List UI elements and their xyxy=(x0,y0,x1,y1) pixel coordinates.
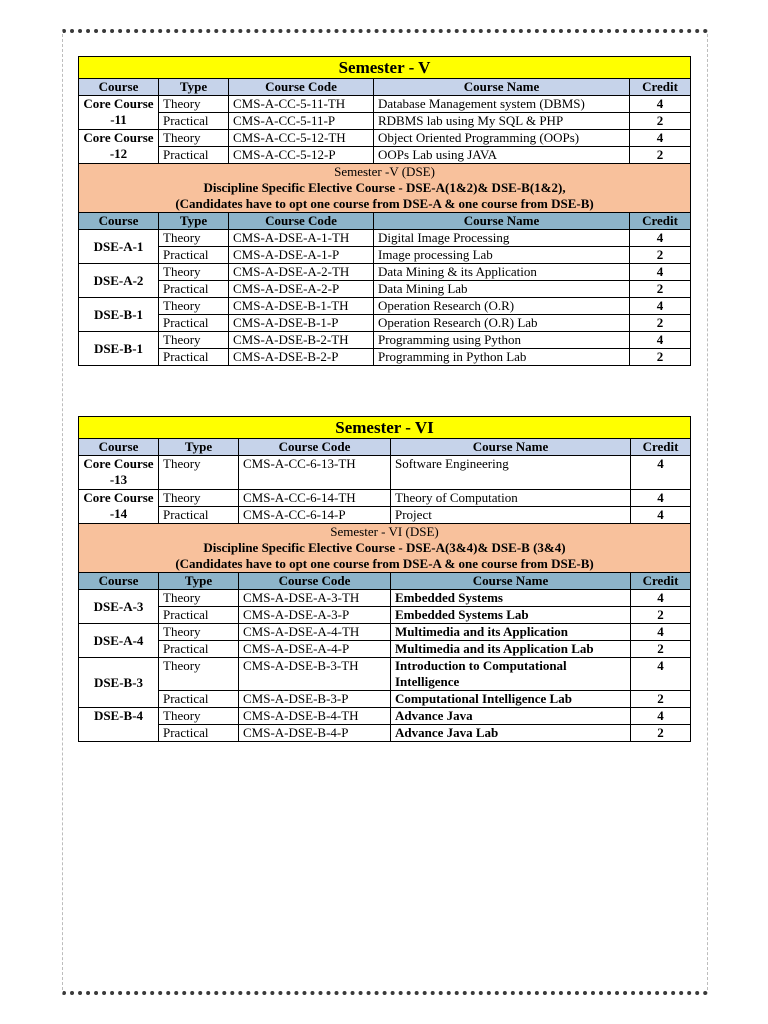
header-type: Type xyxy=(159,79,229,96)
credit-cell: 4 xyxy=(630,130,691,147)
header-type: Type xyxy=(159,573,239,590)
type-cell: Theory xyxy=(159,230,229,247)
table-row xyxy=(79,298,691,315)
name-cell: Multimedia and its Application xyxy=(391,624,631,641)
table-row xyxy=(79,147,691,164)
type-cell: Theory xyxy=(159,130,229,147)
credit-cell: 2 xyxy=(631,725,691,742)
credit-cell: 4 xyxy=(630,298,691,315)
course-cell: DSE-A-1 xyxy=(79,230,159,264)
course-cell: DSE-A-3 xyxy=(79,590,159,624)
course-cell: DSE-B-1 xyxy=(79,298,159,332)
name-cell: Software Engineering xyxy=(391,456,631,490)
table-row xyxy=(79,332,691,349)
name-cell: Object Oriented Programming (OOPs) xyxy=(374,130,630,147)
credit-cell: 2 xyxy=(630,147,691,164)
code-cell: CMS-A-CC-5-11-TH xyxy=(229,96,374,113)
type-cell: Theory xyxy=(159,490,239,507)
table-row xyxy=(79,658,691,691)
code-cell: CMS-A-CC-6-14-P xyxy=(239,507,391,524)
name-cell: Programming using Python xyxy=(374,332,630,349)
header-credit: Credit xyxy=(631,439,691,456)
name-cell: Operation Research (O.R) xyxy=(374,298,630,315)
type-cell: Practical xyxy=(159,641,239,658)
name-cell: Database Management system (DBMS) xyxy=(374,96,630,113)
type-cell: Practical xyxy=(159,147,229,164)
header-course-code: Course Code xyxy=(239,439,391,456)
credit-cell: 4 xyxy=(630,264,691,281)
credit-cell: 4 xyxy=(630,96,691,113)
type-cell: Theory xyxy=(159,96,229,113)
header-credit: Credit xyxy=(630,79,691,96)
credit-cell: 4 xyxy=(631,456,691,490)
header-course-name: Course Name xyxy=(391,439,631,456)
table-row xyxy=(79,725,691,742)
code-cell: CMS-A-DSE-B-3-TH xyxy=(239,658,391,691)
code-cell: CMS-A-DSE-B-4-TH xyxy=(239,708,391,725)
name-cell: Data Mining Lab xyxy=(374,281,630,298)
course-cell: DSE-A-2 xyxy=(79,264,159,298)
type-cell: Theory xyxy=(159,264,229,281)
name-cell: Data Mining & its Application xyxy=(374,264,630,281)
table-row xyxy=(79,230,691,247)
header-course: Course xyxy=(79,79,159,96)
code-cell: CMS-A-CC-6-13-TH xyxy=(239,456,391,490)
table-row xyxy=(79,490,691,507)
name-cell: Computational Intelligence Lab xyxy=(391,691,631,708)
semester-title: Semester - V xyxy=(79,57,691,79)
code-cell: CMS-A-DSE-B-3-P xyxy=(239,691,391,708)
credit-cell: 4 xyxy=(631,590,691,607)
name-cell: Image processing Lab xyxy=(374,247,630,264)
credit-cell: 4 xyxy=(630,230,691,247)
code-cell: CMS-A-DSE-A-1-TH xyxy=(229,230,374,247)
name-cell: Theory of Computation xyxy=(391,490,631,507)
header-course: Course xyxy=(79,439,159,456)
header-course-code: Course Code xyxy=(239,573,391,590)
dse-heading-line: Semester - VI (DSE) xyxy=(330,524,439,539)
code-cell: CMS-A-CC-5-12-TH xyxy=(229,130,374,147)
credit-cell: 2 xyxy=(630,113,691,130)
type-cell: Theory xyxy=(159,624,239,641)
type-cell: Practical xyxy=(159,315,229,332)
table-row xyxy=(79,349,691,366)
header-course: Course xyxy=(79,213,159,230)
name-cell: Embedded Systems xyxy=(391,590,631,607)
header-course-code: Course Code xyxy=(229,79,374,96)
table-row xyxy=(79,247,691,264)
credit-cell: 2 xyxy=(630,315,691,332)
header-credit: Credit xyxy=(630,213,691,230)
table-row xyxy=(79,624,691,641)
credit-cell: 4 xyxy=(631,490,691,507)
credit-cell: 4 xyxy=(630,332,691,349)
code-cell: CMS-A-DSE-A-4-TH xyxy=(239,624,391,641)
code-cell: CMS-A-DSE-A-3-TH xyxy=(239,590,391,607)
header-credit: Credit xyxy=(631,573,691,590)
code-cell: CMS-A-DSE-B-2-P xyxy=(229,349,374,366)
table-row xyxy=(79,130,691,147)
credit-cell: 2 xyxy=(630,349,691,366)
code-cell: CMS-A-DSE-B-4-P xyxy=(239,725,391,742)
dse-heading xyxy=(79,524,691,573)
header-type: Type xyxy=(159,439,239,456)
type-cell: Theory xyxy=(159,298,229,315)
name-cell: Digital Image Processing xyxy=(374,230,630,247)
course-cell: Core Course -13 xyxy=(79,456,159,490)
name-cell: OOPs Lab using JAVA xyxy=(374,147,630,164)
credit-cell: 2 xyxy=(631,641,691,658)
course-cell: DSE-B-1 xyxy=(79,332,159,366)
type-cell: Theory xyxy=(159,658,239,691)
type-cell: Theory xyxy=(159,708,239,725)
code-cell: CMS-A-CC-5-11-P xyxy=(229,113,374,130)
header-course-code: Course Code xyxy=(229,213,374,230)
code-cell: CMS-A-DSE-A-2-TH xyxy=(229,264,374,281)
name-cell: Multimedia and its Application Lab xyxy=(391,641,631,658)
type-cell: Practical xyxy=(159,725,239,742)
course-cell: DSE-B-4 xyxy=(79,708,159,742)
table-row xyxy=(79,96,691,113)
type-cell: Practical xyxy=(159,691,239,708)
credit-cell: 4 xyxy=(631,658,691,691)
credit-cell: 2 xyxy=(630,281,691,298)
dse-heading xyxy=(79,164,691,213)
name-cell: Project xyxy=(391,507,631,524)
name-cell: RDBMS lab using My SQL & PHP xyxy=(374,113,630,130)
table-row xyxy=(79,507,691,524)
code-cell: CMS-A-DSE-A-2-P xyxy=(229,281,374,298)
credit-cell: 4 xyxy=(631,507,691,524)
name-cell: Advance Java Lab xyxy=(391,725,631,742)
semester-5-table xyxy=(78,56,691,366)
type-cell: Theory xyxy=(159,590,239,607)
type-cell: Practical xyxy=(159,247,229,264)
table-row xyxy=(79,708,691,725)
table-row xyxy=(79,641,691,658)
course-cell: Core Course -14 xyxy=(79,490,159,524)
table-row xyxy=(79,691,691,708)
table-row xyxy=(79,315,691,332)
name-cell: Programming in Python Lab xyxy=(374,349,630,366)
dse-heading-line: Discipline Specific Elective Course - DSE-A(3&4)& DSE-B (3&4) xyxy=(203,540,566,555)
code-cell: CMS-A-DSE-A-4-P xyxy=(239,641,391,658)
credit-cell: 2 xyxy=(631,607,691,624)
course-cell: Core Course -11 xyxy=(79,96,159,130)
course-cell: DSE-A-4 xyxy=(79,624,159,658)
table-row xyxy=(79,113,691,130)
credit-cell: 4 xyxy=(631,624,691,641)
credit-cell: 2 xyxy=(631,691,691,708)
course-cell: Core Course -12 xyxy=(79,130,159,164)
code-cell: CMS-A-DSE-B-1-P xyxy=(229,315,374,332)
credit-cell: 4 xyxy=(631,708,691,725)
semester-title: Semester - VI xyxy=(79,417,691,439)
header-course-name: Course Name xyxy=(374,213,630,230)
code-cell: CMS-A-DSE-A-1-P xyxy=(229,247,374,264)
name-cell: Embedded Systems Lab xyxy=(391,607,631,624)
semester-6-table xyxy=(78,416,691,742)
code-cell: CMS-A-CC-6-14-TH xyxy=(239,490,391,507)
type-cell: Practical xyxy=(159,113,229,130)
type-cell: Practical xyxy=(159,349,229,366)
code-cell: CMS-A-DSE-A-3-P xyxy=(239,607,391,624)
credit-cell: 2 xyxy=(630,247,691,264)
dse-heading-line: Semester -V (DSE) xyxy=(334,164,435,179)
type-cell: Practical xyxy=(159,507,239,524)
code-cell: CMS-A-DSE-B-1-TH xyxy=(229,298,374,315)
table-row xyxy=(79,264,691,281)
code-cell: CMS-A-DSE-B-2-TH xyxy=(229,332,374,349)
table-row xyxy=(79,281,691,298)
type-cell: Practical xyxy=(159,607,239,624)
type-cell: Theory xyxy=(159,456,239,490)
code-cell: CMS-A-CC-5-12-P xyxy=(229,147,374,164)
dse-heading-line: (Candidates have to opt one course from DSE-A & one course from DSE-B) xyxy=(175,556,594,571)
course-cell: DSE-B-3 xyxy=(79,658,159,708)
header-course-name: Course Name xyxy=(374,79,630,96)
name-cell: Introduction to Computational Intelligence xyxy=(391,658,631,691)
name-cell: Advance Java xyxy=(391,708,631,725)
name-cell: Operation Research (O.R) Lab xyxy=(374,315,630,332)
header-course: Course xyxy=(79,573,159,590)
dse-heading-line: (Candidates have to opt one course from DSE-A & one course from DSE-B) xyxy=(175,196,594,211)
table-row xyxy=(79,456,691,490)
type-cell: Theory xyxy=(159,332,229,349)
table-row xyxy=(79,590,691,607)
type-cell: Practical xyxy=(159,281,229,298)
dse-heading-line: Discipline Specific Elective Course - DSE-A(1&2)& DSE-B(1&2), xyxy=(203,180,566,195)
header-course-name: Course Name xyxy=(391,573,631,590)
header-type: Type xyxy=(159,213,229,230)
table-row xyxy=(79,607,691,624)
